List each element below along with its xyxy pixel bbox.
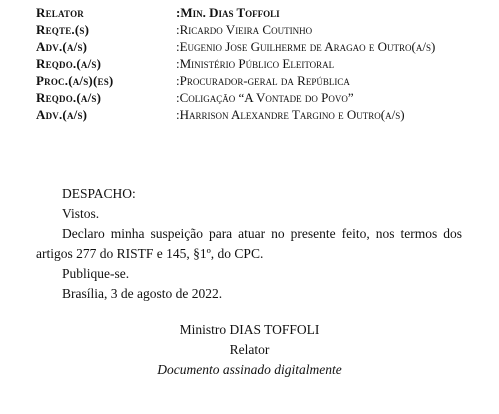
signature-block [0,320,499,380]
party-value: :Procurador-geral da República [176,73,350,88]
party-row-proc [36,72,466,89]
signer-name: Ministro DIAS TOFFOLI [179,322,320,337]
party-row-adv-2 [36,106,466,123]
publique-line: Publique-se. [62,266,130,281]
party-value: :Ricardo Vieira Coutinho [176,22,313,37]
party-row-relator [36,4,466,21]
despacho-body [36,184,462,304]
party-value: :Min. Dias Toffoli [176,5,280,20]
party-label: Relator [36,5,84,20]
party-value: :Eugenio Jose Guilherme de Aragao e Outro(a/s) [176,39,436,54]
signer-role: Relator [229,342,270,357]
party-label: Adv.(a/s) [36,107,88,122]
parties-block [36,4,466,123]
party-row-reqdo-2 [36,89,466,106]
despacho-heading: DESPACHO: [62,186,136,201]
party-label: Reqdo.(a/s) [36,90,102,105]
digital-signature-note: Documento assinado digitalmente [157,362,342,377]
party-value: :Harrison Alexandre Targino e Outro(a/s) [176,107,405,122]
place-date-line: Brasília, 3 de agosto de 2022. [62,286,223,301]
party-value: :Ministério Público Eleitoral [176,56,335,71]
party-value: :Coligação “A Vontade do Povo” [176,90,354,105]
party-label: Reqte.(s) [36,22,90,37]
party-label: Proc.(a/s)(es) [36,73,114,88]
party-label: Reqdo.(a/s) [36,56,102,71]
vistos-line: Vistos. [62,206,100,221]
party-row-reqte [36,21,466,38]
party-label: Adv.(a/s) [36,39,88,54]
party-row-adv [36,38,466,55]
suspeicao-paragraph: Declaro minha suspeição para atuar no presente feito, nos termos dos artigos 277 do RISTF e 145, §1º, do CPC. [36,226,462,261]
party-row-reqdo [36,55,466,72]
